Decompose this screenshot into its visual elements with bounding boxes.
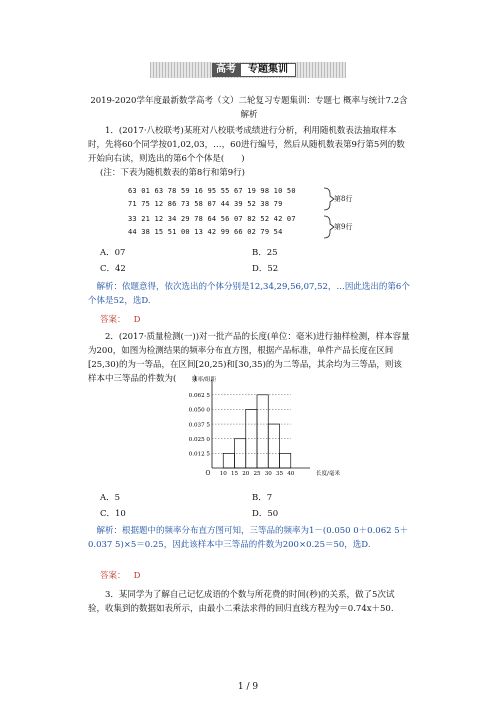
- x-tick-label: 30: [264, 471, 272, 477]
- random-row-2: 71 75 12 86 73 58 07 44 39 52 38 79: [128, 200, 283, 208]
- q2-analysis-text: 根据题中的频率分布直方图可知，三等品的频率为1－(0.050 0＋0.062 5＋0.037 5)×5＝0.25，因此该样本中三等品的件数为200×0.25＝50，选D.: [88, 526, 409, 550]
- x-tick-label: 20: [242, 471, 250, 477]
- header-banner: [150, 62, 346, 78]
- q2-analysis: [88, 524, 410, 552]
- q2-answer-value: D: [133, 571, 141, 581]
- q3-stem: 3．某同学为了解自己记忆成语的个数与所花费的时间(秒)的关系，做了5次试验，收集到的数据如表所示，由最小二乘法求得的回归直线方程为ŷ＝0.74x＋50.: [88, 590, 395, 614]
- q2-stem: 2．(2017·质量检测(一))对一批产品的长度(单位：毫米)进行抽样检测，样本容量为200，如图为检测结果的频率分布直方图，根据产品标准，单件产品长度在区间[25,30)的为一等品，在区间[20,25)和[30,35)的为二等品，其余均为三等品，则该样本中三等品的件数为( ): [88, 332, 410, 384]
- histogram-bar: [268, 424, 279, 468]
- q1-answer: [100, 314, 140, 327]
- x-tick-label: 10: [219, 471, 227, 477]
- q1-option-c: C．42: [100, 264, 126, 274]
- y-tick-label: 0.037 5: [188, 422, 210, 429]
- histogram-bar: [223, 453, 234, 468]
- q2-analysis-label: 解析：: [96, 526, 123, 536]
- row9-label: 第9行: [334, 223, 353, 231]
- q1-answer-label: 答案：: [100, 315, 126, 325]
- banner-badge-topic: 专题集训: [240, 63, 296, 77]
- banner-badge-gaokao: 高考: [212, 63, 240, 77]
- q2-option-a: A．5: [100, 493, 121, 503]
- q2-option-b: B．7: [252, 493, 273, 503]
- x-axis-title: 长度/毫米: [315, 471, 341, 477]
- x-tick-label: 15: [230, 471, 239, 477]
- histogram-bar: [257, 395, 268, 468]
- q2-option-d: D．50: [252, 509, 279, 519]
- q2-answer-label: 答案：: [100, 571, 126, 581]
- q1-stem: 1．(2017·八校联考)某班对八校联考成绩进行分析，利用随机数表法抽取样本时，先将60个同学按01,02,03，…，60进行编号，然后从随机数表第9行第5列的数开始向右读，则选出的第6个个体是( ): [88, 126, 405, 164]
- q1-answer-value: D: [133, 315, 141, 325]
- y-tick-label: 0.050 0: [188, 407, 210, 414]
- page-number: 1 / 9: [237, 682, 259, 692]
- x-tick-label: 35: [275, 471, 284, 477]
- q1-option-b: B．25: [252, 248, 278, 258]
- document-title: 2019-2020学年度最新数学高考（文）二轮复习专题集训：专题七 概率与统计7.2含解析: [90, 96, 408, 120]
- q1-analysis-text: 依题意得，依次选出的个体分别是12,34,29,56,07,52，…因此选出的第6个个体是52，选D.: [88, 282, 410, 306]
- y-tick-label: 0.062 5: [188, 392, 210, 399]
- row8-label: 第8行: [334, 195, 353, 203]
- y-axis-title: 频率/组距: [191, 377, 217, 383]
- q2-answer: [100, 570, 140, 583]
- q1-analysis-label: 解析：: [96, 282, 123, 292]
- random-row-4: 44 38 15 51 00 13 42 99 66 02 79 54: [128, 228, 283, 236]
- x-tick-label: 25: [253, 471, 261, 477]
- random-row-1: 63 01 63 78 59 16 95 55 67 19 98 10 50: [128, 187, 296, 195]
- y-tick-label: 0.025 0: [188, 436, 210, 443]
- q1-note: (注：下表为随机数表的第8行和第9行): [100, 168, 245, 178]
- q1-option-d: D．52: [252, 264, 279, 274]
- q1-option-a: A．07: [100, 248, 126, 258]
- x-tick-label: 40: [287, 471, 295, 477]
- q1-analysis: [88, 280, 410, 308]
- frequency-histogram: [180, 374, 341, 486]
- histogram-bar: [280, 453, 291, 468]
- q2-option-c: C．10: [100, 509, 126, 519]
- random-row-3: 33 21 12 34 29 78 64 56 07 82 52 42 07: [128, 215, 296, 223]
- origin-label: O: [205, 470, 211, 477]
- y-tick-label: 0.012 5: [188, 451, 210, 458]
